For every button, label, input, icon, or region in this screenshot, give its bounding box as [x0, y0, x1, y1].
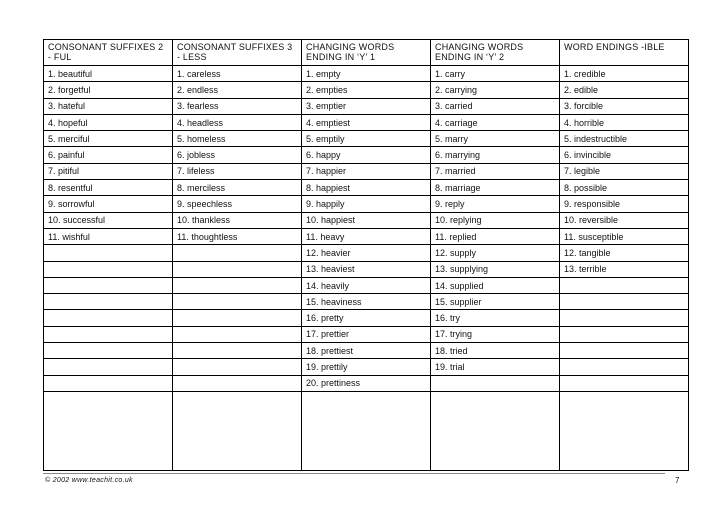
- word-cell: 14. supplied: [431, 277, 560, 293]
- empty-cell: [560, 343, 689, 359]
- table-row: [44, 228, 689, 244]
- empty-cell: [302, 391, 431, 470]
- word-cell: 11. replied: [431, 228, 560, 244]
- word-cell: 17. prettier: [302, 326, 431, 342]
- spelling-word-table: [43, 39, 689, 471]
- table-row: [44, 343, 689, 359]
- word-cell: 1. beautiful: [44, 66, 173, 82]
- word-cell: 2. forgetful: [44, 82, 173, 98]
- empty-cell: [44, 261, 173, 277]
- empty-cell: [173, 343, 302, 359]
- word-cell: 2. endless: [173, 82, 302, 98]
- empty-cell: [173, 359, 302, 375]
- word-cell: 8. marriage: [431, 180, 560, 196]
- word-cell: 9. responsible: [560, 196, 689, 212]
- page-number: 7: [675, 476, 680, 485]
- table-row: [44, 196, 689, 212]
- word-cell: 18. tried: [431, 343, 560, 359]
- word-cell: 9. happily: [302, 196, 431, 212]
- table-row: [44, 310, 689, 326]
- word-cell: 13. supplying: [431, 261, 560, 277]
- word-cell: 19. trial: [431, 359, 560, 375]
- table-row: [44, 66, 689, 82]
- copyright-notice: © 2002 www.teachit.co.uk: [45, 477, 133, 484]
- empty-cell: [560, 310, 689, 326]
- word-cell: 13. heaviest: [302, 261, 431, 277]
- empty-cell: [431, 375, 560, 391]
- column-header: CONSONANT SUFFIXES 2 - FUL: [44, 40, 173, 66]
- word-cell: 6. marrying: [431, 147, 560, 163]
- word-cell: 11. thoughtless: [173, 228, 302, 244]
- word-cell: 2. empties: [302, 82, 431, 98]
- word-cell: 16. try: [431, 310, 560, 326]
- column-header: WORD ENDINGS -IBLE: [560, 40, 689, 66]
- table-row: [44, 294, 689, 310]
- table-row: [44, 114, 689, 130]
- word-cell: 14. heavily: [302, 277, 431, 293]
- empty-cell: [44, 277, 173, 293]
- empty-cell: [173, 391, 302, 470]
- empty-cell: [44, 294, 173, 310]
- word-cell: 3. fearless: [173, 98, 302, 114]
- word-cell: 6. happy: [302, 147, 431, 163]
- empty-cell: [44, 359, 173, 375]
- word-cell: 12. heavier: [302, 245, 431, 261]
- word-cell: 7. married: [431, 163, 560, 179]
- table-row: [44, 131, 689, 147]
- word-cell: 10. replying: [431, 212, 560, 228]
- empty-cell: [173, 245, 302, 261]
- word-cell: 12. tangible: [560, 245, 689, 261]
- empty-cell: [44, 310, 173, 326]
- column-header: CHANGING WORDS ENDING IN ‘Y’ 1: [302, 40, 431, 66]
- empty-cell: [173, 277, 302, 293]
- word-cell: 8. merciless: [173, 180, 302, 196]
- empty-cell: [560, 326, 689, 342]
- empty-cell: [560, 391, 689, 470]
- header-row: [44, 40, 689, 66]
- empty-cell: [560, 375, 689, 391]
- word-cell: 3. emptier: [302, 98, 431, 114]
- column-header: CHANGING WORDS ENDING IN ‘Y’ 2: [431, 40, 560, 66]
- word-cell: 15. supplier: [431, 294, 560, 310]
- empty-cell: [173, 294, 302, 310]
- empty-cell: [44, 245, 173, 261]
- word-cell: 10. happiest: [302, 212, 431, 228]
- empty-cell: [173, 261, 302, 277]
- word-cell: 1. empty: [302, 66, 431, 82]
- empty-cell: [560, 359, 689, 375]
- empty-cell: [173, 375, 302, 391]
- word-cell: 2. carrying: [431, 82, 560, 98]
- word-cell: 6. painful: [44, 147, 173, 163]
- word-cell: 4. headless: [173, 114, 302, 130]
- word-cell: 9. reply: [431, 196, 560, 212]
- word-cell: 17. trying: [431, 326, 560, 342]
- word-cell: 6. jobless: [173, 147, 302, 163]
- empty-cell: [44, 375, 173, 391]
- table-row: [44, 326, 689, 342]
- word-cell: 5. marry: [431, 131, 560, 147]
- word-cell: 5. homeless: [173, 131, 302, 147]
- word-cell: 10. thankless: [173, 212, 302, 228]
- word-cell: 5. merciful: [44, 131, 173, 147]
- word-cell: 6. invincible: [560, 147, 689, 163]
- table-row: [44, 359, 689, 375]
- table-row: [44, 180, 689, 196]
- empty-cell: [44, 326, 173, 342]
- footer-divider: [43, 473, 665, 474]
- table-row: [44, 245, 689, 261]
- word-cell: 4. hopeful: [44, 114, 173, 130]
- table-row: [44, 98, 689, 114]
- word-cell: 3. carried: [431, 98, 560, 114]
- word-cell: 1. careless: [173, 66, 302, 82]
- empty-cell: [560, 277, 689, 293]
- word-cell: 1. credible: [560, 66, 689, 82]
- word-cell: 5. emptily: [302, 131, 431, 147]
- word-cell: 16. pretty: [302, 310, 431, 326]
- word-cell: 8. happiest: [302, 180, 431, 196]
- empty-cell: [173, 310, 302, 326]
- table-row: [44, 261, 689, 277]
- empty-cell: [44, 343, 173, 359]
- word-cell: 7. pitiful: [44, 163, 173, 179]
- table-row: [44, 147, 689, 163]
- word-cell: 8. resentful: [44, 180, 173, 196]
- word-cell: 4. horrible: [560, 114, 689, 130]
- empty-cell: [173, 326, 302, 342]
- word-cell: 3. forcible: [560, 98, 689, 114]
- table-row: [44, 82, 689, 98]
- word-cell: 13. terrible: [560, 261, 689, 277]
- word-cell: 3. hateful: [44, 98, 173, 114]
- word-cell: 11. susceptible: [560, 228, 689, 244]
- word-cell: 11. wishful: [44, 228, 173, 244]
- word-cell: 19. prettily: [302, 359, 431, 375]
- word-cell: 7. lifeless: [173, 163, 302, 179]
- word-cell: 9. sorrowful: [44, 196, 173, 212]
- word-cell: 5. indestructible: [560, 131, 689, 147]
- word-cell: 11. heavy: [302, 228, 431, 244]
- table-row: [44, 163, 689, 179]
- word-cell: 18. prettiest: [302, 343, 431, 359]
- word-cell: 15. heaviness: [302, 294, 431, 310]
- column-header: CONSONANT SUFFIXES 3 - LESS: [173, 40, 302, 66]
- empty-cell: [431, 391, 560, 470]
- table-row: [44, 391, 689, 470]
- word-cell: 9. speechless: [173, 196, 302, 212]
- word-cell: 12. supply: [431, 245, 560, 261]
- word-cell: 4. carriage: [431, 114, 560, 130]
- table-row: [44, 212, 689, 228]
- word-cell: 2. edible: [560, 82, 689, 98]
- word-cell: 20. prettiness: [302, 375, 431, 391]
- empty-cell: [44, 391, 173, 470]
- empty-cell: [560, 294, 689, 310]
- word-cell: 4. emptiest: [302, 114, 431, 130]
- table-row: [44, 375, 689, 391]
- word-cell: 8. possible: [560, 180, 689, 196]
- word-cell: 7. happier: [302, 163, 431, 179]
- word-cell: 7. legible: [560, 163, 689, 179]
- word-cell: 1. carry: [431, 66, 560, 82]
- word-cell: 10. reversible: [560, 212, 689, 228]
- table-row: [44, 277, 689, 293]
- word-cell: 10. successful: [44, 212, 173, 228]
